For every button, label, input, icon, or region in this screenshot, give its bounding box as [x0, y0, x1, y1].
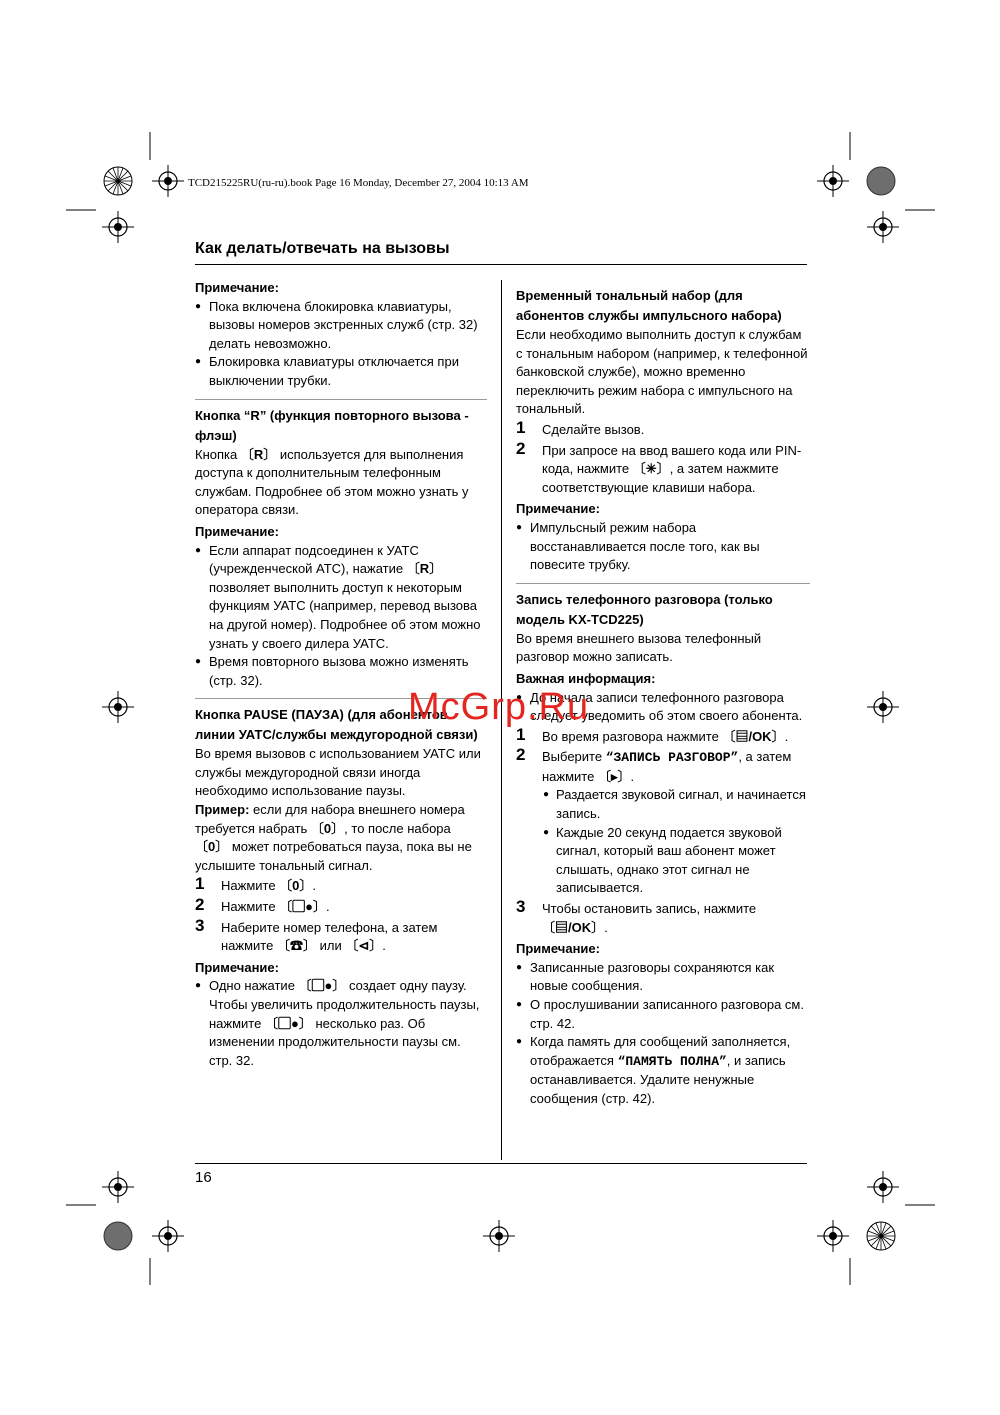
left-column: [195, 276, 487, 1070]
r-key: 〔R〕: [406, 561, 443, 577]
section-heading-r: Кнопка “R” (функция повторного вызова - флэш): [195, 407, 469, 443]
paragraph: Если необходимо выполнить доступ к службам с тональным набором (например, к телефонной банковской службе), можно временно переключить режим набора с импульсного на тональный.: [516, 327, 808, 417]
step-2: 2 Выберите “ЗАПИСЬ РАЗГОВОР”, а затем нажмите 〔▸〕.: [516, 745, 792, 784]
step-3: 3 Наберите номер телефона, а затем нажмите 〔☎〕 или 〔⊲〕.: [195, 915, 438, 954]
note-bullet: ● О прослушивании записанного разговора см. стр. 42.: [516, 996, 810, 1033]
note-bullet: ● Когда память для сообщений заполняется, отображается “ПАМЯТЬ ПОЛНА”, и запись останавливается. Удалите ненужные сообщения (стр. 42).: [516, 1033, 810, 1108]
section-heading-record: Запись телефонного разговора (только модель KX-TCD225): [516, 591, 773, 627]
important-bullet: ● До начала записи телефонного разговора следует уведомить об этом своего абонента.: [516, 689, 810, 726]
paragraph: Во время вызовов с использованием УАТС или службы междугородной связи иногда необходимо использование паузы.: [195, 746, 481, 799]
section-rule: [516, 583, 810, 584]
note-bullet: ● Импульсный режим набора восстанавливается после того, как вы повесите трубку.: [516, 519, 810, 575]
target-mark: [102, 211, 134, 243]
important-heading: Важная информация:: [516, 670, 656, 686]
step-1: 1 Сделайте вызов.: [516, 417, 645, 437]
step-2: 2 При запросе на ввод вашего кода или PIN-кода, нажмите 〔✳〕, а затем нажмите соответствующие клавиши набора.: [516, 438, 802, 495]
note-heading: Примечание:: [195, 280, 279, 295]
file-info: TCD215225RU(ru-ru).book Page 16 Monday, December 27, 2004 10:13 AM: [188, 177, 529, 189]
sub-bullet: ● Раздается звуковой сигнал, и начинается запись.: [516, 786, 810, 823]
note-bullet: ● Время повторного вызова можно изменять (стр. 32).: [195, 653, 487, 690]
note-heading: Примечание:: [516, 941, 600, 957]
section-heading-pause: Кнопка PAUSE (ПАУЗА) (для абонентов линии УАТС/службы междугородной связи): [195, 707, 478, 743]
target-mark: [867, 1171, 899, 1203]
title-rule: [195, 264, 807, 265]
pause-key-icon: 〔▢●〕: [279, 899, 327, 915]
note-heading: Примечание:: [195, 523, 279, 539]
menu-ok-key-icon: 〔▤/OK〕: [722, 728, 785, 744]
note-bullet: ● Пока включена блокировка клавиатуры, вызовы номеров экстренных служб (стр. 32) делать невозможно.: [195, 298, 487, 354]
speaker-key-icon: 〔⊲〕: [345, 938, 383, 954]
section-rule: [195, 399, 487, 400]
section-heading-tone: Временный тональный набор (для абонентов службы импульсного набора): [516, 288, 782, 323]
page-title: Как делать/отвечать на вызовы: [195, 240, 450, 257]
target-mark: [817, 1220, 849, 1252]
target-mark: [867, 691, 899, 723]
step-2: 2 Нажмите 〔▢●〕.: [195, 895, 330, 915]
target-mark: [102, 691, 134, 723]
sub-bullet: ● Каждые 20 секунд подается звуковой сигнал, который ваш абонент может слышать, однако этот сигнал не записывается.: [516, 824, 810, 898]
note-bullet: ● Блокировка клавиатуры отключается при выключении трубки.: [195, 353, 487, 390]
step-1: 1 Нажмите 〔0〕.: [195, 874, 317, 894]
paragraph: Во время внешнего вызова телефонный разговор можно записать.: [516, 630, 762, 665]
paragraph: Кнопка 〔R〕 используется для выполнения доступа к дополнительным телефонным службам. Подробнее об этом можно узнать у оператора связи.: [195, 446, 469, 518]
target-mark: [152, 1220, 184, 1252]
starburst-mark: [104, 167, 132, 195]
note-bullet: ● Записанные разговоры сохраняются как новые сообщения.: [516, 959, 810, 996]
note-heading: Примечание:: [516, 501, 600, 517]
step-3: 3 Чтобы остановить запись, нажмите 〔▤/OK〕.: [516, 897, 757, 935]
target-mark: [102, 1171, 134, 1203]
talk-key-icon: 〔☎〕: [276, 938, 316, 954]
gray-dot-mark: [104, 1222, 132, 1250]
gray-dot-mark: [867, 167, 895, 195]
paragraph: Пример: если для набора внешнего номера требуется набрать 〔0〕, то после набора 〔0〕 может потребоваться пауза, пока вы не услышите тональный сигнал.: [195, 802, 472, 873]
target-mark: [817, 165, 849, 197]
note-heading: Примечание:: [195, 959, 279, 975]
target-mark: [152, 165, 184, 197]
target-mark: [867, 211, 899, 243]
target-mark: [483, 1220, 515, 1252]
right-arrow-key-icon: 〔▸〕: [597, 768, 631, 784]
watermark: McGrp.Ru: [408, 686, 590, 728]
step-1: 1 Во время разговора нажмите 〔▤/OK〕.: [516, 724, 789, 744]
starburst-mark: [867, 1222, 895, 1250]
page-number: 16: [195, 1169, 212, 1186]
star-key-icon: 〔✳〕: [632, 461, 670, 477]
footer-rule: [195, 1163, 807, 1164]
note-bullet: ● Одно нажатие 〔▢●〕 создает одну паузу. Чтобы увеличить продолжительность паузы, нажмите 〔▢●〕 несколько раз. Об изменении продолжительности паузы см. стр. 32.: [195, 977, 487, 1070]
menu-ok-key-icon: 〔▤/OK〕: [542, 919, 605, 935]
note-bullet: ● Если аппарат подсоединен к УАТС (учрежденческой АТС), нажатие 〔R〕 позволяет выполнить доступ к некоторым функциям УАТС (например, перевод вызова на другой номер). Подробнее об этом можно узнать у своего дилера УАТС.: [195, 542, 487, 654]
r-key: 〔R〕: [240, 446, 277, 462]
